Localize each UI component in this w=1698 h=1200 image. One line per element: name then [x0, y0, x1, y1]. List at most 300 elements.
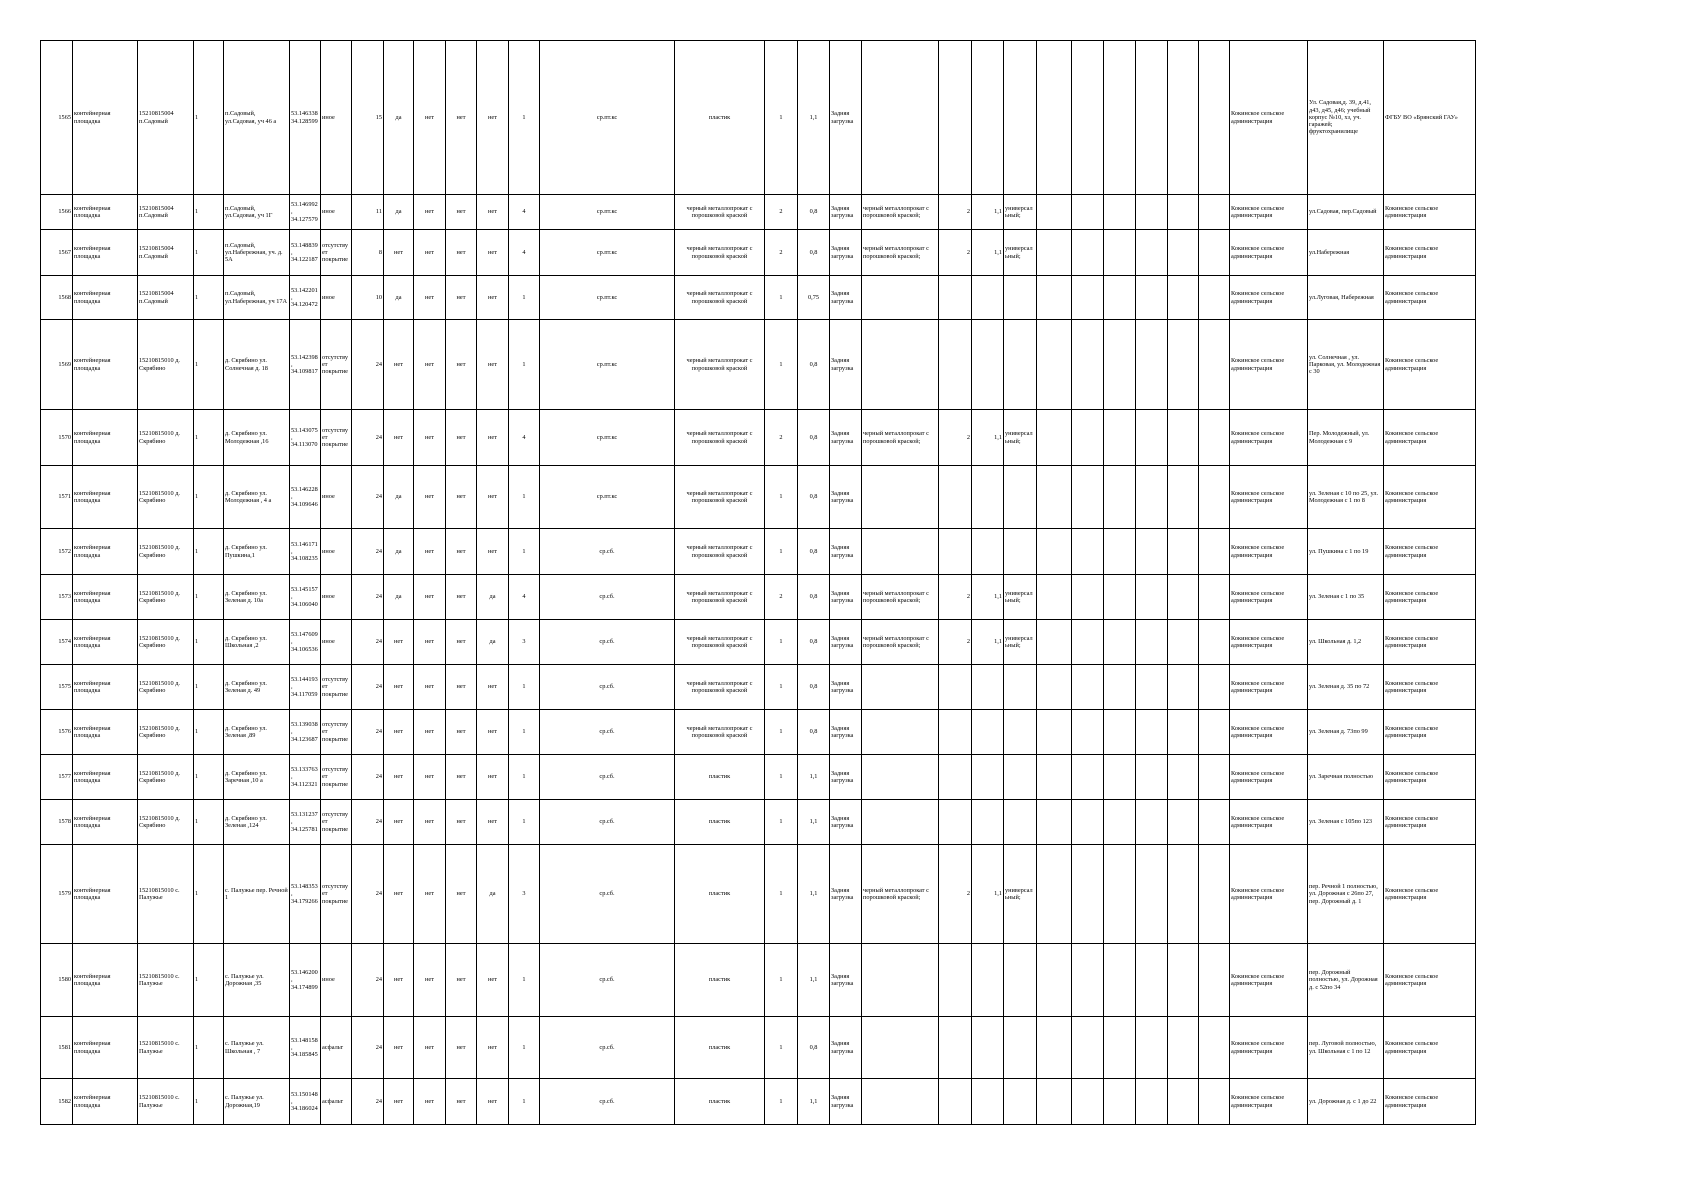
cell-num: 1566	[41, 195, 73, 230]
cell-coords: 53.146200, 34.174899	[290, 944, 321, 1017]
cell-empty	[1136, 845, 1168, 944]
cell-n: 1	[509, 529, 540, 575]
cell-add_kind: универсальный;	[1004, 195, 1037, 230]
cell-code: 15210815010 д. Скрябино	[138, 575, 194, 620]
cell-owner: Кокинское сельское администрация	[1230, 665, 1308, 710]
cell-q: 1	[765, 665, 798, 710]
cell-n: 3	[509, 845, 540, 944]
cell-add_vol: 1,1	[972, 575, 1004, 620]
table-row	[41, 845, 1476, 944]
cell-q: 2	[765, 410, 798, 466]
cell-type: контейнерная площадка	[73, 944, 138, 1017]
cell-vol: 0,8	[798, 230, 830, 276]
cell-unit: ср.сб.	[540, 620, 675, 665]
cell-empty	[1136, 665, 1168, 710]
cell-material: черный металлопрокат с порошковой краской	[675, 230, 765, 276]
cell-address: д. Скрябино ул. Пушкина,1	[224, 529, 290, 575]
cell-vol: 0,8	[798, 710, 830, 755]
cell-empty	[1136, 575, 1168, 620]
cell-add_mat: черный металлопрокат с порошковой краской;	[862, 230, 939, 276]
cell-code: 15210815010 с. Палужье	[138, 845, 194, 944]
cell-vol: 0,8	[798, 466, 830, 529]
cell-type: контейнерная площадка	[73, 800, 138, 845]
cell-num: 1581	[41, 1017, 73, 1079]
cell-unit: ср.сб.	[540, 575, 675, 620]
cell-vol: 1,1	[798, 1079, 830, 1125]
cell-empty	[1037, 41, 1072, 195]
table-row	[41, 620, 1476, 665]
cell-load: Задняя загрузка	[830, 195, 862, 230]
cell-empty	[1168, 466, 1199, 529]
cell-empty	[1072, 800, 1104, 845]
cell-owner: Кокинское сельское администрация	[1230, 195, 1308, 230]
cell-material: черный металлопрокат с порошковой краской	[675, 466, 765, 529]
cell-f4: нет	[477, 529, 509, 575]
cell-empty	[1104, 800, 1136, 845]
cell-empty	[1199, 276, 1230, 320]
table-row	[41, 1079, 1476, 1125]
cell-empty	[1037, 230, 1072, 276]
cell-empty	[1037, 410, 1072, 466]
cell-f3: нет	[446, 710, 477, 755]
cell-coords: 53.146992, 34.127579	[290, 195, 321, 230]
cell-empty	[1136, 410, 1168, 466]
cell-f1: да	[384, 276, 414, 320]
cell-empty	[1072, 620, 1104, 665]
cell-num: 1582	[41, 1079, 73, 1125]
cell-empty	[1168, 944, 1199, 1017]
cell-one: 1	[194, 195, 224, 230]
cell-add_vol	[972, 466, 1004, 529]
cell-f2: нет	[414, 195, 446, 230]
table-row	[41, 41, 1476, 195]
cell-code: 15210815010 с. Палужье	[138, 1017, 194, 1079]
cell-type: контейнерная площадка	[73, 755, 138, 800]
cell-num: 1574	[41, 620, 73, 665]
cell-q: 1	[765, 41, 798, 195]
cell-cnt: 24	[352, 575, 384, 620]
cell-one: 1	[194, 710, 224, 755]
cell-f1: да	[384, 195, 414, 230]
cell-q: 1	[765, 944, 798, 1017]
cell-empty	[1037, 276, 1072, 320]
cell-vol: 0,8	[798, 665, 830, 710]
cell-f4: нет	[477, 41, 509, 195]
cell-vol: 0,8	[798, 1017, 830, 1079]
cell-surface: отсутствует покрытие	[321, 800, 352, 845]
cell-add_kind	[1004, 800, 1037, 845]
cell-add_q: 2	[939, 410, 972, 466]
cell-load: Задняя загрузка	[830, 620, 862, 665]
cell-owner: Кокинское сельское администрация	[1230, 1017, 1308, 1079]
cell-empty	[1136, 276, 1168, 320]
cell-operator: Кокинское сельское администрация	[1384, 466, 1476, 529]
cell-empty	[1136, 41, 1168, 195]
cell-f1: нет	[384, 320, 414, 410]
cell-type: контейнерная площадка	[73, 195, 138, 230]
cell-add_mat: черный металлопрокат с порошковой краской;	[862, 410, 939, 466]
cell-surface: асфальт	[321, 1079, 352, 1125]
cell-empty	[1136, 1079, 1168, 1125]
cell-owner: Кокинское сельское администрация	[1230, 320, 1308, 410]
cell-empty	[1037, 710, 1072, 755]
cell-add_mat	[862, 755, 939, 800]
cell-sources: ул. Зеленая с 1 по 35	[1308, 575, 1384, 620]
table-row	[41, 944, 1476, 1017]
cell-operator: Кокинское сельское администрация	[1384, 230, 1476, 276]
cell-coords: 53.146338 34.128599	[290, 41, 321, 195]
registry-table	[40, 40, 1476, 1125]
cell-add_q	[939, 41, 972, 195]
cell-n: 1	[509, 800, 540, 845]
cell-material: черный металлопрокат с порошковой краской	[675, 575, 765, 620]
cell-f2: нет	[414, 944, 446, 1017]
cell-f2: нет	[414, 755, 446, 800]
cell-q: 1	[765, 800, 798, 845]
cell-unit: ср.пт.кс	[540, 276, 675, 320]
cell-n: 4	[509, 230, 540, 276]
cell-empty	[1037, 1017, 1072, 1079]
cell-cnt: 11	[352, 195, 384, 230]
cell-empty	[1199, 466, 1230, 529]
cell-material: пластик	[675, 755, 765, 800]
cell-f1: нет	[384, 410, 414, 466]
cell-f1: нет	[384, 230, 414, 276]
cell-sources: ул.Набережная	[1308, 230, 1384, 276]
cell-one: 1	[194, 1017, 224, 1079]
cell-surface: иное	[321, 41, 352, 195]
cell-n: 4	[509, 195, 540, 230]
cell-cnt: 24	[352, 944, 384, 1017]
cell-f1: нет	[384, 710, 414, 755]
cell-empty	[1199, 230, 1230, 276]
cell-empty	[1104, 195, 1136, 230]
cell-empty	[1136, 320, 1168, 410]
cell-q: 2	[765, 195, 798, 230]
cell-code: 15210815010 с. Палужье	[138, 944, 194, 1017]
cell-cnt: 24	[352, 466, 384, 529]
cell-material: пластик	[675, 1079, 765, 1125]
cell-empty	[1199, 665, 1230, 710]
cell-f3: нет	[446, 41, 477, 195]
cell-one: 1	[194, 276, 224, 320]
cell-add_vol: 1,1	[972, 195, 1004, 230]
cell-owner: Кокинское сельское администрация	[1230, 755, 1308, 800]
cell-load: Задняя загрузка	[830, 575, 862, 620]
cell-empty	[1199, 575, 1230, 620]
cell-empty	[1199, 755, 1230, 800]
cell-q: 1	[765, 466, 798, 529]
cell-add_mat	[862, 800, 939, 845]
cell-owner: Кокинское сельское администрация	[1230, 845, 1308, 944]
cell-coords: 53.133763, 34.112321	[290, 755, 321, 800]
cell-add_vol	[972, 665, 1004, 710]
cell-type: контейнерная площадка	[73, 665, 138, 710]
cell-material: черный металлопрокат с порошковой краской	[675, 665, 765, 710]
cell-num: 1570	[41, 410, 73, 466]
cell-sources: ул. Зеленая д. 73по 99	[1308, 710, 1384, 755]
cell-empty	[1104, 755, 1136, 800]
cell-code: 15210815010 д. Скрябино	[138, 710, 194, 755]
table-row	[41, 575, 1476, 620]
cell-cnt: 24	[352, 800, 384, 845]
cell-add_q	[939, 320, 972, 410]
cell-add_q	[939, 1017, 972, 1079]
cell-add_kind: универсальный;	[1004, 620, 1037, 665]
cell-cnt: 24	[352, 529, 384, 575]
cell-unit: ср.пт.кс	[540, 320, 675, 410]
cell-add_mat	[862, 710, 939, 755]
cell-q: 1	[765, 620, 798, 665]
cell-n: 1	[509, 466, 540, 529]
cell-num: 1568	[41, 276, 73, 320]
cell-empty	[1037, 575, 1072, 620]
cell-address: д. Скрябино ул. Молодежная ,16	[224, 410, 290, 466]
cell-type: контейнерная площадка	[73, 410, 138, 466]
cell-unit: ср.сб.	[540, 944, 675, 1017]
cell-f2: нет	[414, 41, 446, 195]
cell-n: 1	[509, 276, 540, 320]
cell-add_vol	[972, 755, 1004, 800]
cell-code: 15210815010 д. Скрябино	[138, 620, 194, 665]
cell-vol: 1,1	[798, 944, 830, 1017]
cell-n: 1	[509, 944, 540, 1017]
cell-empty	[1104, 41, 1136, 195]
cell-empty	[1037, 1079, 1072, 1125]
cell-empty	[1199, 710, 1230, 755]
cell-vol: 0,75	[798, 276, 830, 320]
cell-sources: Ул. Садовая,д. 39, д.41, д43, д45, д46; учебный корпус №10, хз, уч. гаражей; фруктохранилище	[1308, 41, 1384, 195]
cell-empty	[1199, 845, 1230, 944]
cell-num: 1573	[41, 575, 73, 620]
cell-add_kind	[1004, 320, 1037, 410]
cell-load: Задняя загрузка	[830, 230, 862, 276]
cell-f2: нет	[414, 710, 446, 755]
cell-f2: нет	[414, 620, 446, 665]
cell-vol: 1,1	[798, 845, 830, 944]
cell-surface: иное	[321, 466, 352, 529]
cell-cnt: 24	[352, 755, 384, 800]
cell-one: 1	[194, 620, 224, 665]
cell-unit: ср.пт.кс	[540, 195, 675, 230]
cell-empty	[1104, 1017, 1136, 1079]
cell-empty	[1072, 845, 1104, 944]
table-row	[41, 466, 1476, 529]
cell-empty	[1168, 276, 1199, 320]
cell-num: 1577	[41, 755, 73, 800]
cell-n: 1	[509, 710, 540, 755]
cell-one: 1	[194, 944, 224, 1017]
cell-add_kind	[1004, 665, 1037, 710]
cell-type: контейнерная площадка	[73, 1079, 138, 1125]
cell-one: 1	[194, 575, 224, 620]
cell-empty	[1104, 529, 1136, 575]
cell-add_q	[939, 710, 972, 755]
cell-f4: нет	[477, 276, 509, 320]
cell-load: Задняя загрузка	[830, 1017, 862, 1079]
cell-f1: нет	[384, 845, 414, 944]
cell-add_vol	[972, 276, 1004, 320]
cell-surface: отсутствует покрытие	[321, 230, 352, 276]
cell-n: 1	[509, 665, 540, 710]
cell-n: 1	[509, 1079, 540, 1125]
cell-f3: нет	[446, 944, 477, 1017]
cell-empty	[1168, 1017, 1199, 1079]
cell-unit: ср.сб.	[540, 529, 675, 575]
cell-add_vol	[972, 1017, 1004, 1079]
cell-code: 15210815010 д. Скрябино	[138, 665, 194, 710]
cell-empty	[1072, 755, 1104, 800]
cell-cnt: 24	[352, 620, 384, 665]
cell-empty	[1037, 845, 1072, 944]
cell-unit: ср.сб.	[540, 1079, 675, 1125]
cell-num: 1572	[41, 529, 73, 575]
cell-code: 15210815004 п.Садовый	[138, 230, 194, 276]
cell-add_q: 2	[939, 230, 972, 276]
cell-add_mat: черный металлопрокат с порошковой краской;	[862, 195, 939, 230]
cell-f1: да	[384, 41, 414, 195]
cell-f1: нет	[384, 755, 414, 800]
cell-empty	[1072, 529, 1104, 575]
cell-cnt: 10	[352, 276, 384, 320]
cell-add_mat	[862, 1079, 939, 1125]
cell-empty	[1136, 195, 1168, 230]
cell-empty	[1104, 845, 1136, 944]
cell-surface: иное	[321, 529, 352, 575]
cell-unit: ср.сб.	[540, 665, 675, 710]
cell-q: 1	[765, 845, 798, 944]
cell-coords: 53.139038, 34.123687	[290, 710, 321, 755]
cell-load: Задняя загрузка	[830, 320, 862, 410]
cell-q: 2	[765, 230, 798, 276]
cell-num: 1565	[41, 41, 73, 195]
cell-add_q	[939, 944, 972, 1017]
cell-add_q	[939, 755, 972, 800]
cell-one: 1	[194, 755, 224, 800]
cell-owner: Кокинское сельское администрация	[1230, 944, 1308, 1017]
cell-empty	[1037, 665, 1072, 710]
cell-coords: 53.144193, 34.117059	[290, 665, 321, 710]
cell-unit: ср.сб.	[540, 755, 675, 800]
cell-sources: ул. Зеленая с 105по 123	[1308, 800, 1384, 845]
cell-vol: 1,1	[798, 800, 830, 845]
cell-empty	[1104, 410, 1136, 466]
cell-add_q	[939, 800, 972, 845]
cell-owner: Кокинское сельское администрация	[1230, 410, 1308, 466]
table-row	[41, 276, 1476, 320]
cell-num: 1580	[41, 944, 73, 1017]
cell-n: 1	[509, 755, 540, 800]
cell-owner: Кокинское сельское администрация	[1230, 41, 1308, 195]
cell-add_q	[939, 665, 972, 710]
cell-type: контейнерная площадка	[73, 710, 138, 755]
cell-operator: Кокинское сельское администрация	[1384, 665, 1476, 710]
cell-add_q	[939, 466, 972, 529]
cell-num: 1578	[41, 800, 73, 845]
cell-address: д. Скрябино ул. Школьная ,2	[224, 620, 290, 665]
cell-empty	[1199, 1079, 1230, 1125]
cell-owner: Кокинское сельское администрация	[1230, 466, 1308, 529]
cell-address: с. Палужье пер. Речной 1	[224, 845, 290, 944]
cell-f3: нет	[446, 1017, 477, 1079]
cell-address: с. Палужье ул. Дорожная,19	[224, 1079, 290, 1125]
cell-num: 1575	[41, 665, 73, 710]
cell-unit: ср.сб.	[540, 800, 675, 845]
cell-f2: нет	[414, 665, 446, 710]
cell-add_vol: 1,1	[972, 410, 1004, 466]
cell-load: Задняя загрузка	[830, 410, 862, 466]
cell-surface: отсутствует покрытие	[321, 845, 352, 944]
cell-empty	[1168, 845, 1199, 944]
cell-f4: да	[477, 575, 509, 620]
cell-code: 15210815010 д. Скрябино	[138, 755, 194, 800]
cell-f2: нет	[414, 230, 446, 276]
cell-empty	[1104, 665, 1136, 710]
cell-f4: нет	[477, 1079, 509, 1125]
cell-sources: ул. Заречная полностью	[1308, 755, 1384, 800]
cell-empty	[1168, 320, 1199, 410]
cell-empty	[1072, 1079, 1104, 1125]
cell-vol: 0,8	[798, 529, 830, 575]
cell-f2: нет	[414, 845, 446, 944]
cell-unit: ср.пт.кс	[540, 41, 675, 195]
cell-f1: нет	[384, 620, 414, 665]
cell-coords: 53.143075, 34.113070	[290, 410, 321, 466]
cell-empty	[1136, 620, 1168, 665]
cell-address: д. Скрябино ул. Зеленая ,89	[224, 710, 290, 755]
cell-empty	[1136, 755, 1168, 800]
cell-empty	[1168, 529, 1199, 575]
cell-f4: нет	[477, 800, 509, 845]
cell-sources: пер. Речной 1 полностью, ул. Дорожная с 26по 27, пер. Дорожный д. 1	[1308, 845, 1384, 944]
cell-f3: нет	[446, 529, 477, 575]
cell-add_vol	[972, 944, 1004, 1017]
cell-add_kind	[1004, 529, 1037, 575]
cell-n: 4	[509, 575, 540, 620]
cell-empty	[1037, 195, 1072, 230]
cell-code: 15210815010 д. Скрябино	[138, 466, 194, 529]
cell-f3: нет	[446, 800, 477, 845]
cell-empty	[1072, 195, 1104, 230]
cell-operator: Кокинское сельское администрация	[1384, 276, 1476, 320]
cell-f4: да	[477, 845, 509, 944]
cell-vol: 1,1	[798, 41, 830, 195]
cell-f1: нет	[384, 1079, 414, 1125]
cell-add_vol: 1,1	[972, 620, 1004, 665]
cell-owner: Кокинское сельское администрация	[1230, 710, 1308, 755]
cell-cnt: 24	[352, 410, 384, 466]
cell-q: 2	[765, 575, 798, 620]
cell-add_kind: универсальный;	[1004, 845, 1037, 944]
cell-code: 15210815004 п.Садовый	[138, 195, 194, 230]
cell-add_q: 2	[939, 195, 972, 230]
cell-operator: Кокинское сельское администрация	[1384, 575, 1476, 620]
cell-surface: отсутствует покрытие	[321, 755, 352, 800]
cell-add_kind	[1004, 276, 1037, 320]
cell-one: 1	[194, 800, 224, 845]
cell-type: контейнерная площадка	[73, 276, 138, 320]
cell-empty	[1168, 620, 1199, 665]
cell-add_kind	[1004, 755, 1037, 800]
cell-empty	[1168, 1079, 1199, 1125]
cell-add_mat: черный металлопрокат с порошковой краской;	[862, 575, 939, 620]
cell-code: 15210815004 п.Садовый	[138, 276, 194, 320]
cell-empty	[1104, 575, 1136, 620]
cell-f2: нет	[414, 466, 446, 529]
cell-coords: 53.142398, 34.109817	[290, 320, 321, 410]
cell-add_mat	[862, 466, 939, 529]
cell-q: 1	[765, 276, 798, 320]
